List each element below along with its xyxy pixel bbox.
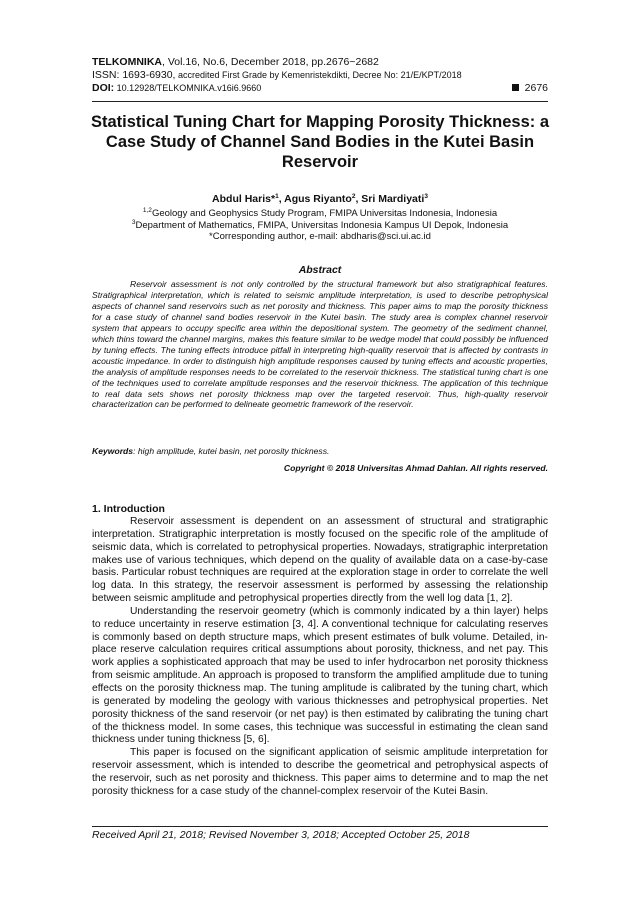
affiliation-sup: 3	[131, 218, 136, 226]
journal-name: TELKOMNIKA	[92, 56, 162, 68]
abstract-text: Reservoir assessment is not only controlled by the structural framework but also stratigraphical features. Stratigraphical interpretation, which is related to seismic amplitude interpretation, is used to describe petrophysical aspects of channel sand reservoirs such as net porosity and thickness. This paper aims to map the porosity thickness for a case study of channel sand bodies reservoir in the Kutei basin. The study area is complex channel reservoir system that appears to occupy specific area within the depositional system. The geometry of the sediment channel, which thins toward the channel margins, makes this feature similar to be wedge model that could possibly be influenced by tuning effects. The tuning effects introduce pitfall in interpreting high-quality reservoir that is affected by contrasts in acoustic impedance. In order to distinguish high amplitude responses caused by tuning effects and acoustic properties, the analysis of amplitude responses needs to be correlated to the reservoir thickness. The statistical tuning chart is one of the techniques used to correlate amplitude responses and the reservoir thickness. The application of this technique to real data sets shows net porosity thickness map over the targeted reservoir. Thus, high-quality reservoir characterization can be performed to delineate geometric framework of the reservoir.	[92, 279, 548, 410]
affiliations	[80, 208, 560, 243]
footer-rule	[92, 826, 548, 827]
volume-info: , Vol.16, No.6, December 2018, pp.2676~2682	[162, 56, 379, 68]
affiliation-sup: 1,2	[142, 207, 152, 214]
corresponding-author: *Corresponding author, e-mail: abdharis@sci.ui.ac.id	[209, 231, 431, 242]
abstract-heading: Abstract	[298, 264, 342, 276]
page-number-block	[512, 82, 548, 95]
paragraph: This paper is focused on the significant application of seismic amplitude interpretation for reservoir assessment, which is intended to describe the geometrical and petrophysical aspects of the reservoir, such as net porosity and thickness. This paper aims to determine and to map the net porosity thickness for a case study of the channel-complex reservoir of the Kutei Basin.	[92, 747, 548, 797]
accreditation: accredited First Grade by Kemenristekdikti, Decree No: 21/E/KPT/2018	[175, 70, 462, 80]
affiliation	[80, 208, 560, 220]
copyright-notice: Copyright © 2018 Universitas Ahmad Dahlan. All rights reserved.	[283, 463, 548, 473]
doi-label: DOI:	[92, 82, 115, 94]
keywords-line	[92, 446, 548, 456]
section-body	[92, 516, 548, 799]
issn-line	[92, 69, 548, 82]
author-name: Agus Riyanto	[284, 193, 352, 205]
doi-line	[92, 82, 548, 95]
affiliation	[80, 220, 560, 232]
journal-citation-line	[92, 56, 548, 69]
section-heading: 1. Introduction	[92, 503, 165, 515]
keywords-label: Keywords	[92, 446, 134, 456]
issn: ISSN: 1693-6930,	[92, 69, 176, 81]
paragraph: Understanding the reservoir geometry (which is commonly indicated by a thin layer) helps to reduce uncertainty in reserve estimation [3, 4]. A conventional technique for calculating reserves is commonly based on depth structure maps, which present estimates of bulk volume. Detailed, in-place reserve calculation requires critical assumptions about porosity, thickness, and net pay. This work applies a sophisticated approach that may be used to infer hydrocarbon net porosity thickness from seismic amplitude. An approach is proposed to transform the amplified amplitude due to tuning effects on the porosity thickness map. The tuning amplitude is calibrated by the tuning chart, which is generated by modeling the geology with various thicknesses and petrophysical properties. Net porosity thickness of the sand reservoir (or net pay) is then estimated by calibrating the tuning chart of the thickness model. In some cases, this technique was successful in estimating the clean sand thickness under tuning thickness [5, 6].	[92, 605, 548, 746]
submission-history: Received April 21, 2018; Revised November 3, 2018; Accepted October 25, 2018	[92, 829, 470, 841]
paragraph: Reservoir assessment is dependent on an assessment of structural and stratigraphic interpretation. Stratigraphic interpretation is mostly focused on the specific role of the amplitude of seismic data, which is correlated to petrophysical properties. Nowadays, stratigraphic interpretation makes use of various techniques, which depend on the quality of available data on a case-by-case basis. Particular robust techniques are required at the exploration stage in order to correlate the well log data. In this strategy, the reservoir assessment is performed by assessing the relationship between seismic amplitude and petrophysical properties directly from the well log data [1, 2].	[92, 516, 548, 605]
author-list: Abdul Haris*$^1$, Agus Riyanto$^2$, Sri Mardiyati$^3$	[212, 193, 428, 205]
keywords: : high amplitude, kutei basin, net porosity thickness.	[133, 446, 330, 456]
page-number: 2676	[524, 82, 548, 94]
author-name: Abdul Haris*	[212, 193, 276, 205]
journal-header	[92, 56, 548, 95]
black-square-icon	[512, 84, 519, 91]
affiliation-text: Department of Mathematics, FMIPA, Universitas Indonesia Kampus UI Depok, Indonesia	[135, 219, 509, 231]
author-sup: 3	[424, 193, 428, 200]
affiliation-text: Geology and Geophysics Study Program, FMIPA Universitas Indonesia, Indonesia	[151, 208, 498, 219]
author-sup: 1	[275, 193, 279, 200]
paper-title: Statistical Tuning Chart for Mapping Porosity Thickness: a Case Study of Channel Sand Bodies in the Kutei Basin Reservoir	[90, 113, 550, 171]
author-sup: 2	[351, 193, 356, 200]
author-name: Sri Mardiyati	[361, 193, 425, 205]
header-rule	[92, 101, 548, 102]
doi-link[interactable]: 10.12928/TELKOMNIKA.v16i6.9660	[114, 83, 262, 93]
